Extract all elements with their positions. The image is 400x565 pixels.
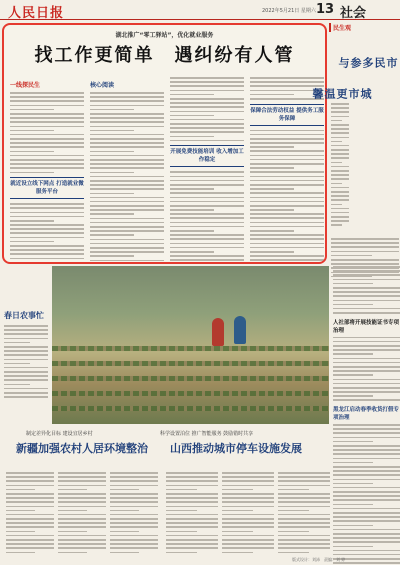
article-subhead-3: 保障合法劳动权益 提供务工服务保障 (250, 104, 324, 126)
farm-field-photo[interactable] (52, 266, 329, 424)
sidebar-text (331, 103, 349, 229)
farmer-figure (234, 316, 246, 344)
lead-article[interactable] (2, 23, 327, 264)
bottom-left-headline: 新疆加强农村人居环境整治 (16, 442, 148, 455)
page-footer: 版式设计：刘沛 责编：刘 婷 (292, 557, 346, 562)
right-headline-1: 人社部将开展技能证书专项治理 (333, 319, 400, 334)
column-tag: 一线探民生 (10, 82, 41, 89)
commentary-sidebar[interactable] (311, 23, 400, 99)
article-column-1 (10, 77, 84, 262)
photo-caption (4, 310, 48, 400)
bottom-right-kicker: 科学设置泊位 推广智能服务 鼓励错时共享 (160, 431, 254, 437)
photo-caption-title: 春日农事忙 (4, 310, 44, 320)
lead-headline: 找工作更简单 遇纠纷有人管 (34, 45, 295, 66)
page-number: 13 (316, 2, 335, 17)
bottom-right-headline: 山西推动城市停车设施发展 (170, 442, 302, 455)
bottom-left-kicker: 制定差异化目标 建设宜居乡村 (26, 431, 93, 437)
bottom-articles[interactable] (2, 426, 332, 565)
section-name: 社会 (340, 6, 367, 21)
sidebar-tag: 民生观 (329, 23, 400, 32)
right-news-column[interactable] (333, 266, 400, 565)
sidebar-title-2: 城市更温馨 (311, 88, 372, 99)
farmer-figure (212, 318, 224, 346)
article-column-3 (170, 77, 244, 262)
lead-kicker: 湖北推广“零工驿站”，优化就业服务 (115, 32, 214, 39)
right-headline-2: 黑龙江启动春季收货打假专项治理 (333, 407, 400, 422)
sidebar-title-1: 市民多参与 (337, 57, 398, 68)
page-header (0, 0, 400, 20)
article-subhead-1: 就近设立线下网点 打造就业微服务平台 (10, 177, 84, 199)
article-column-4 (250, 77, 324, 262)
article-column-2 (90, 77, 164, 262)
article-subhead-2: 开展免费技能培训 收入增加工作稳定 (170, 145, 244, 167)
masthead-logo: 人民日报 (8, 6, 65, 21)
issue-date: 2022年5月21日 星期六 (262, 8, 316, 14)
core-reading-label: 核心阅读 (90, 82, 115, 89)
